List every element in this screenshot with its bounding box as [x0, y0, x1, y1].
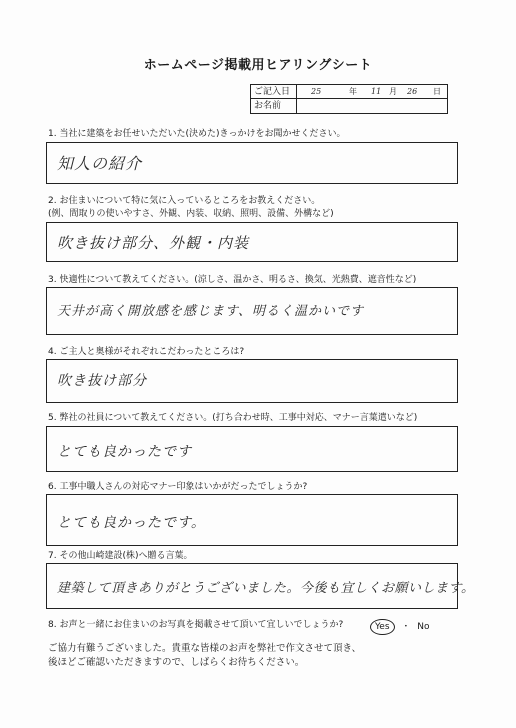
answer-5-box: [46, 426, 458, 472]
consent-choice: [370, 619, 430, 635]
closing-line-1: ご協力有難うございました。貴重な皆様のお声を弊社で作文させて頂き、: [48, 643, 362, 654]
date-year-value: 25: [311, 87, 322, 96]
answer-3-box: [46, 287, 458, 335]
answer-6-text: とても良かったです。: [57, 515, 206, 531]
question-5-label: 5. 弊社の社員について教えてください。(打ち合わせ時、工事中対応、マナー言葉遣いなど): [48, 413, 418, 423]
question-7-label: 7. その他山崎建設(株)へ贈る言葉。: [48, 551, 193, 561]
question-2-label: 2. お住まいについて特に気に入っているところをお教えください。: [48, 196, 321, 206]
no-option[interactable]: No: [417, 622, 430, 632]
question-1-label: 1. 当社に建築をお任せいただいた(決めた)きっかけをお聞かせください。: [48, 129, 346, 139]
answer-5-text: とても良かったです: [57, 444, 192, 460]
date-label: ご記入日: [251, 85, 297, 98]
date-day-value: 26: [407, 87, 418, 96]
date-year-unit: 年: [349, 87, 357, 96]
date-day-unit: 日: [433, 87, 441, 96]
answer-2-box: [46, 222, 458, 262]
question-2-examples: (例、間取りの使いやすさ、外観、内装、収納、照明、設備、外構など): [48, 209, 334, 219]
answer-1-box: [46, 142, 458, 184]
answer-7-box: [46, 563, 475, 609]
answer-4-text: 吹き抜け部分: [57, 373, 147, 389]
date-row: [251, 85, 447, 99]
answer-1-text: 知人の紹介: [57, 154, 143, 173]
yes-option[interactable]: Yes: [370, 619, 395, 635]
answer-4-box: [46, 359, 458, 403]
answer-2-text: 吹き抜け部分、外観・内装: [57, 234, 250, 252]
date-month-unit: 月: [389, 87, 397, 96]
answer-6-box: [46, 494, 458, 546]
sheet-title: ホームページ掲載用ヒアリングシート: [143, 58, 373, 73]
name-row: [251, 99, 447, 114]
question-6-label: 6. 工事中職人さんの対応マナー印象はいかがだったでしょうか?: [48, 482, 308, 492]
name-label: お名前: [251, 99, 297, 114]
question-4-label: 4. ご主人と奥様がそれぞれこだわったところは?: [48, 347, 245, 357]
closing-line-2: 後ほどご確認いただきますので、しばらくお待ちください。: [48, 657, 305, 668]
date-month-value: 11: [371, 87, 382, 96]
closing-message: [48, 642, 361, 670]
header-info-box: [250, 84, 448, 114]
question-3-label: 3. 快適性について教えてください。(涼しさ、温かさ、明るさ、換気、光熱費、遮音性など): [48, 275, 417, 285]
question-8-label: 8. お声と一緒にお住まいのお写真を掲載させて頂いて宜しいでしょうか?: [48, 620, 344, 630]
choice-separator: ・: [401, 622, 411, 632]
answer-7-text: 建築して頂きありがとうございました。今後も宜しくお願いします。: [57, 581, 475, 596]
answer-3-text: 天井が高く開放感を感じます、明るく温かいです: [57, 304, 364, 319]
